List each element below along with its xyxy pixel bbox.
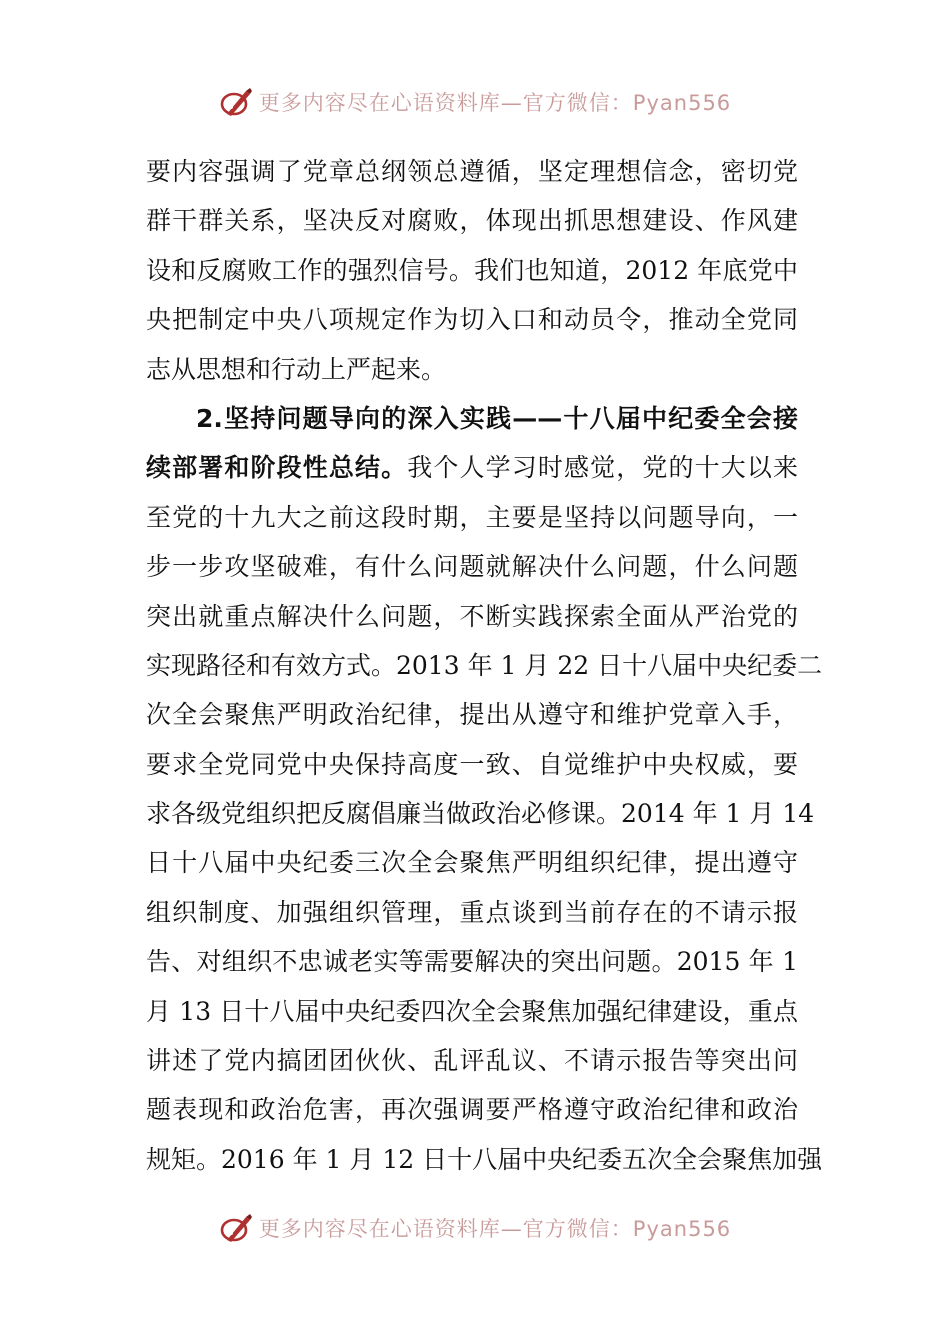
text-line: 志从思想和行动上严起来。 xyxy=(146,354,447,384)
text-line: 月 13 日十八届中央纪委四次全会聚焦加强纪律建设，重点 xyxy=(146,996,798,1026)
header-banner-text: 更多内容尽在心语资料库—官方微信：Pyan556 xyxy=(258,91,732,115)
header-banner xyxy=(0,82,950,122)
text-line: 讲述了党内搞团团伙伙、乱评乱议、不请示报告等突出问 xyxy=(146,1046,798,1076)
text-line: 至党的十九大之前这段时期，主要是坚持以问题导向，一 xyxy=(146,502,798,532)
text-line: 组织制度、加强组织管理，重点谈到当前存在的不请示报 xyxy=(146,897,798,927)
footer-banner xyxy=(0,1208,950,1248)
pen-nib-circle-icon xyxy=(219,85,253,119)
text-line: 设和反腐败工作的强烈信号。我们也知道，2012 年底党中 xyxy=(146,255,798,285)
section-heading-continued: 续部署和阶段性总结。 xyxy=(146,453,408,483)
text-line: 要内容强调了党章总纲领总遵循，坚定理想信念，密切党 xyxy=(146,157,798,186)
text-line: 突出就重点解决什么问题，不断实践探索全面从严治党的 xyxy=(146,601,798,631)
text-line: 日十八届中央纪委三次全会聚焦严明组织纪律，提出遵守 xyxy=(146,848,798,878)
text-line: 要求全党同党中央保持高度一致、自觉维护中央权威，要 xyxy=(146,749,798,779)
text-line: 实现路径和有效方式。2013 年 1 月 22 日十八届中央纪委二 xyxy=(146,650,823,680)
text-line: 告、对组织不忠诚老实等需要解决的突出问题。2015 年 1 xyxy=(146,947,798,977)
text-line: 步一步攻坚破难，有什么问题就解决什么问题，什么问题 xyxy=(146,552,798,582)
section-heading: 2.坚持问题导向的深入实践——十八届中纪委全会接 xyxy=(196,403,798,433)
text-line: 次全会聚焦严明政治纪律，提出从遵守和维护党章入手， xyxy=(146,700,798,730)
text-run: 我个人学习时感觉，党的十大以来 xyxy=(407,453,798,483)
text-line: 央把制定中央八项规定作为切入口和动员令，推动全党同 xyxy=(146,305,798,335)
text-line: 群干群关系，坚决反对腐败，体现出抓思想建设、作风建 xyxy=(146,206,798,236)
footer-banner-text: 更多内容尽在心语资料库—官方微信：Pyan556 xyxy=(258,1217,732,1241)
text-line xyxy=(146,443,798,492)
text-line: 题表现和政治危害，再次强调要严格遵守政治纪律和政治 xyxy=(146,1095,798,1125)
text-line: 求各级党组织把反腐倡廉当做政治必修课。2014 年 1 月 14 xyxy=(146,799,815,829)
pen-nib-circle-icon xyxy=(219,1211,253,1245)
document-body xyxy=(146,147,823,1184)
text-line: 规矩。2016 年 1 月 12 日十八届中央纪委五次全会聚焦加强 xyxy=(146,1144,823,1174)
